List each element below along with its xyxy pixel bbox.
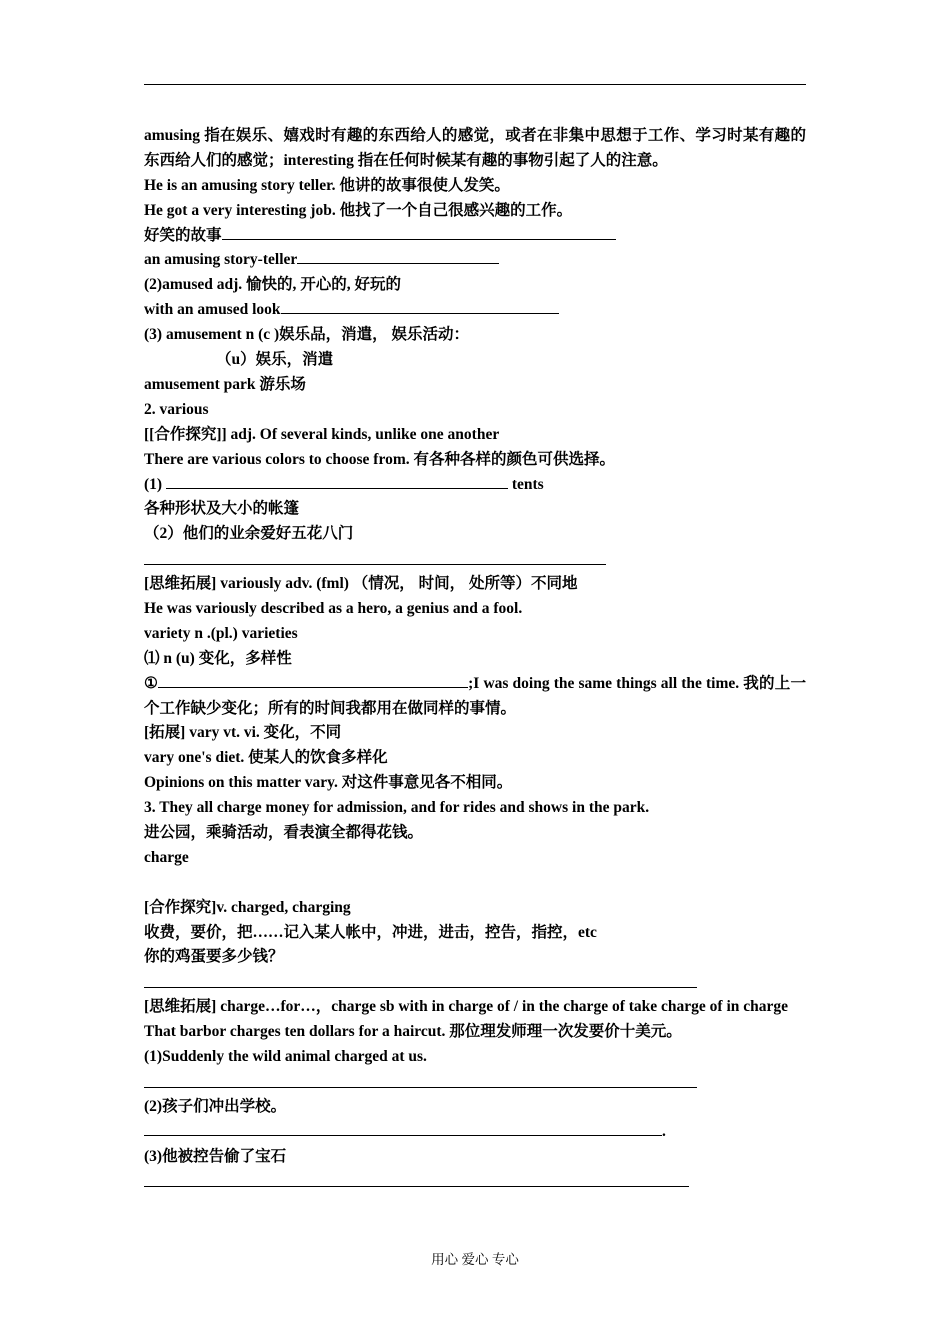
exercise-suffix: tents <box>511 475 544 493</box>
exercise-prompt: (2)孩子们冲出学校。 <box>144 1097 287 1115</box>
exercise-text: ;I was doing the same things all the time. 我的上一个工作缺少变化；所有的时间我都用在做同样的事情。 <box>144 674 806 717</box>
example-sentence: That barbor charges ten dollars for a haircut. 那位理发师理一次发要价十美元。 <box>144 1023 682 1041</box>
exercise-prompt: 各种形状及大小的帐篷 <box>144 500 300 518</box>
header-rule <box>144 84 806 85</box>
answer-blank[interactable] <box>281 299 559 314</box>
vocab-entry: [合作探究]v. charged, charging <box>144 898 351 916</box>
answer-blank[interactable] <box>144 1169 689 1187</box>
exercise-prompt: 你的鸡蛋要多少钱？ <box>144 948 284 966</box>
exercise-line <box>144 1070 806 1095</box>
exercise-prompt: (3)他被控告偷了宝石 <box>144 1147 287 1165</box>
exercise-line <box>144 970 806 995</box>
example-sentence: vary one's diet. 使某人的饮食多样化 <box>144 749 388 767</box>
vocab-entry: variety n .(pl.) varieties <box>144 624 298 642</box>
exercise-line <box>144 224 806 249</box>
vocab-entry: (3) amusement n (c )娱乐品，消遣， 娱乐活动： <box>144 326 470 344</box>
exercise-line <box>144 473 806 498</box>
exercise-prompt: （2）他们的业余爱好五花八门 <box>144 525 354 543</box>
answer-blank[interactable] <box>144 547 606 565</box>
empty-line <box>144 871 806 896</box>
exercise-line <box>144 672 806 722</box>
example-sentence: Opinions on this matter vary. 对这件事意见各不相同。 <box>144 774 513 792</box>
exercise-line <box>144 547 806 572</box>
vocab-entry: charge <box>144 848 189 866</box>
answer-blank[interactable] <box>297 249 499 264</box>
example-sentence: He got a very interesting job. 他找了一个自己很感兴趣的工作。 <box>144 201 573 219</box>
vocab-entry: amusement park 游乐场 <box>144 375 306 393</box>
vocab-entry: 收费，要价，把……记入某人帐中，冲进，进击，控告，指控，etc <box>144 923 597 941</box>
answer-blank[interactable] <box>222 225 616 240</box>
document-body <box>144 124 806 1194</box>
page-footer: 用心 爱心 专心 <box>431 1252 519 1267</box>
exercise-prompt: an amusing story-teller <box>144 251 298 269</box>
exercise-suffix: . <box>662 1122 666 1140</box>
example-sentence: He was variously described as a hero, a genius and a fool. <box>144 599 523 617</box>
exercise-prompt: (1)Suddenly the wild animal charged at us. <box>144 1048 427 1066</box>
answer-blank[interactable] <box>144 970 697 988</box>
vocab-entry: [[合作探究]] adj. Of several kinds, unlike one another <box>144 425 500 443</box>
exercise-number: ① <box>144 674 159 692</box>
exercise-prompt: with an amused look <box>144 301 281 319</box>
answer-blank[interactable] <box>166 474 508 489</box>
exercise-line <box>144 1120 806 1145</box>
vocab-entry: [思维拓展] variously adv. (fml) （情况， 时间， 处所等）不同地 <box>144 575 578 593</box>
vocab-entry: (2)amused adj. 愉快的, 开心的, 好玩的 <box>144 276 402 294</box>
answer-blank[interactable] <box>158 673 468 688</box>
example-sentence: There are various colors to choose from. 有各种各样的颜色可供选择。 <box>144 450 615 468</box>
vocab-entry: ⑴ n (u) 变化，多样性 <box>144 649 292 667</box>
vocab-entry: [拓展] vary vt. vi. 变化，不同 <box>144 724 342 742</box>
exercise-line <box>144 1169 806 1194</box>
exercise-prompt: 好笑的故事 <box>144 226 222 244</box>
example-sentence: He is an amusing story teller. 他讲的故事很使人发笑。 <box>144 176 510 194</box>
vocab-entry: [思维拓展] charge…for…，charge sb with in charge of / in the charge of take charge of in charge <box>144 998 788 1016</box>
answer-blank[interactable] <box>144 1121 662 1136</box>
translation-line: 进公园，乘骑活动，看表演全都得花钱。 <box>144 824 424 841</box>
exercise-number: (1) <box>144 475 163 493</box>
vocab-entry: （u）娱乐，消遣 <box>216 351 334 369</box>
section-heading: 3. They all charge money for admission, and for rides and shows in the park. <box>144 799 650 817</box>
section-heading: 2. various <box>144 400 209 418</box>
answer-blank[interactable] <box>144 1070 697 1088</box>
exercise-line <box>144 248 806 273</box>
amusing-explanation: amusing 指在娱乐、嬉戏时有趣的东西给人的感觉，或者在非集中思想于工作、学习时某有趣的东西给人们的感觉；interesting 指在任何时候某有趣的事物引起了人的注意。 <box>144 127 806 169</box>
exercise-line <box>144 298 806 323</box>
